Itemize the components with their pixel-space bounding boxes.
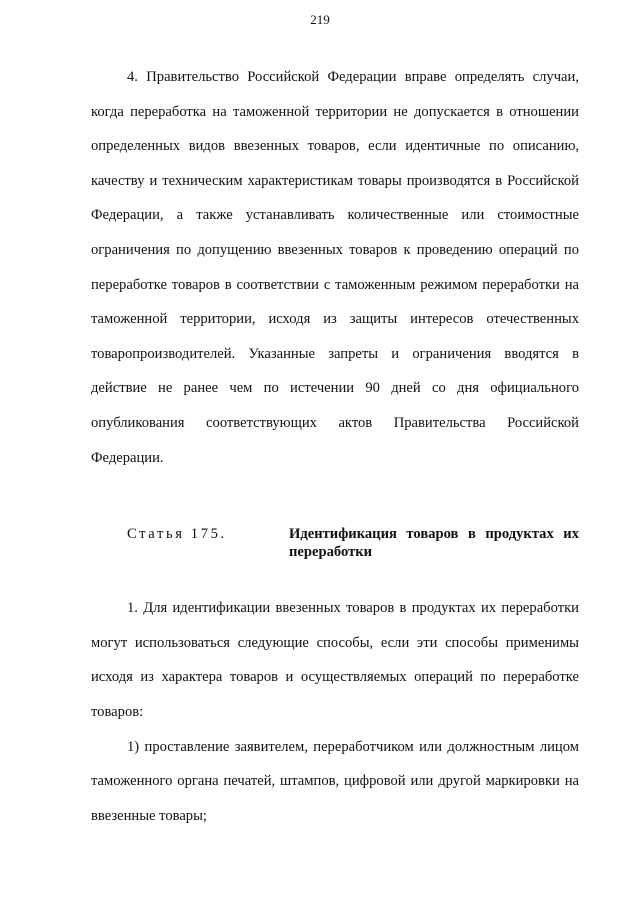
document-body xyxy=(91,60,579,833)
article-title: Идентификация товаров в продуктах их переработки xyxy=(289,526,579,561)
article-heading xyxy=(91,525,579,561)
paragraph-4: 4. Правительство Российской Федерации вправе определять случаи, когда переработка на таможенной территории не допускается в отношении определенных видов ввезенных товаров, если идентичные по описанию, качеству и техническим характеристикам товары производятся в Российской Федерации, а также устанавливать количественные или стоимостные ограничения по допущению ввезенных товаров к проведению операций по переработке товаров в соответствии с таможенным режимом переработки на таможенной территории, исходя из защиты интересов отечественных товаропроизводителей. Указанные запреты и ограничения вводятся в действие не ранее чем по истечении 90 дней со дня официального опубликования соответствующих актов Правительства Российской Федерации. xyxy=(91,69,579,466)
article-label: Статья 175. xyxy=(127,526,227,543)
list-item-1: 1) проставление заявителем, переработчиком или должностным лицом таможенного органа печатей, штампов, цифровой или другой маркировки на ввезенные товары; xyxy=(91,738,579,824)
paragraph-1: 1. Для идентификации ввезенных товаров в продуктах их переработки могут использоваться следующие способы, если эти способы применимы исходя из характера товаров и осуществляемых операций по переработке товаров: xyxy=(91,600,579,720)
page-number: 219 xyxy=(310,12,330,27)
